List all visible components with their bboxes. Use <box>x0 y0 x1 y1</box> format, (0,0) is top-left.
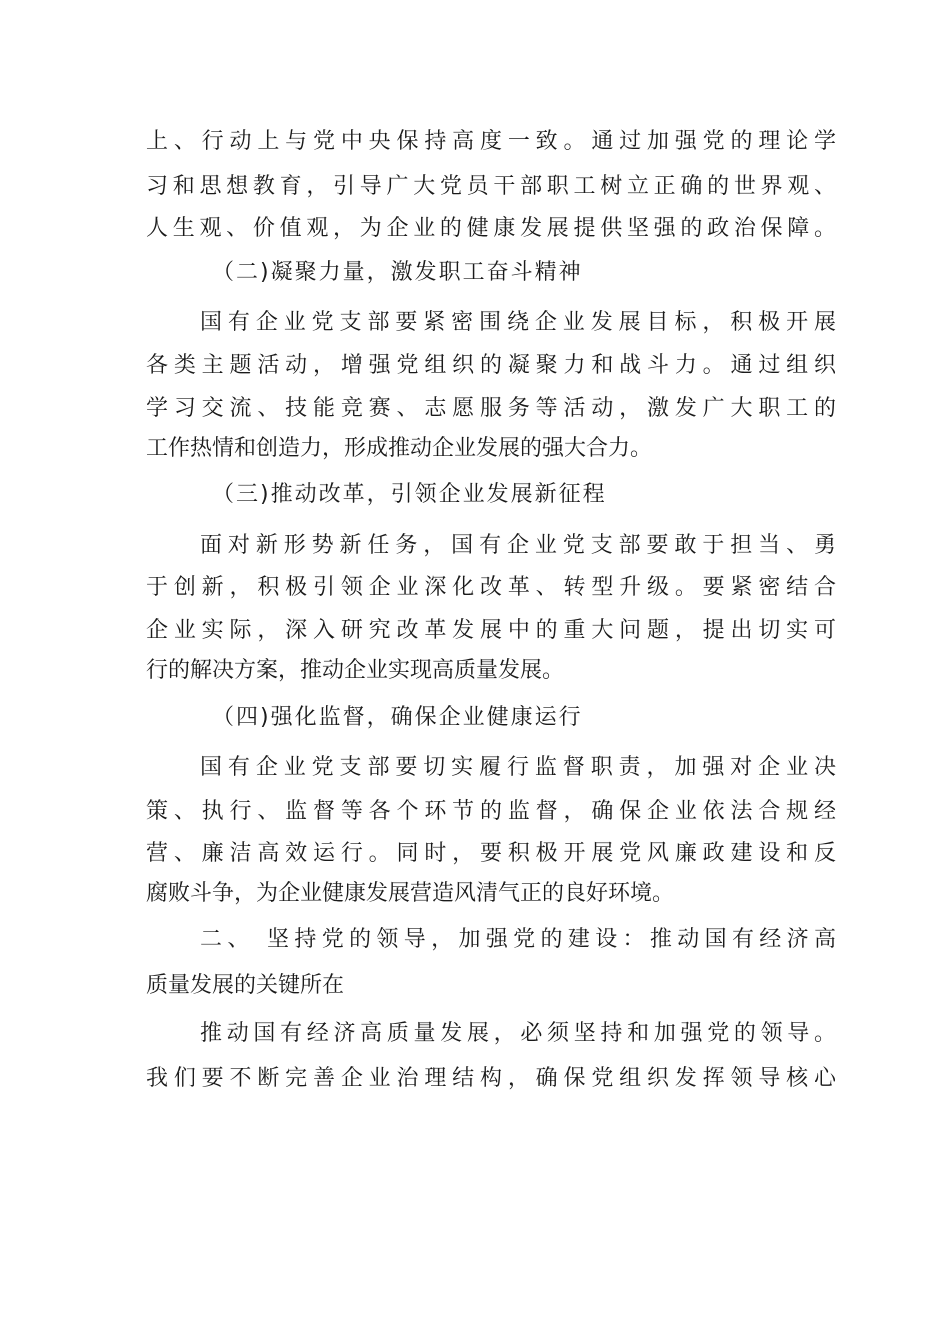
text-line: 国有企业党支部要切实履行监督职责，加强对企业决 <box>200 755 836 780</box>
section-heading-2: （二)凝聚力量，激发职工奋斗精神 <box>212 260 583 285</box>
text-line: 工作热情和创造力，形成推动企业发展的强大合力。 <box>146 436 653 461</box>
section-heading-3: （三)推动改革，引领企业发展新征程 <box>212 482 607 507</box>
text-line: 营、廉洁高效运行。同时，要积极开展党风廉政建设和反 <box>146 841 836 866</box>
section-heading-two-continued: 质量发展的关键所在 <box>146 973 345 998</box>
text-line: 于创新，积极引领企业深化改革、转型升级。要紧密结合 <box>146 575 836 600</box>
section-heading-4: （四)强化监督，确保企业健康运行 <box>212 705 583 730</box>
text-line: 策、执行、监督等各个环节的监督，确保企业依法合规经 <box>146 799 836 824</box>
text-line: 企业实际，深入研究改革发展中的重大问题，提出切实可 <box>146 618 836 643</box>
text-line: 人生观、价值观，为企业的健康发展提供坚强的政治保障。 <box>146 216 836 241</box>
text-line: 腐败斗争，为企业健康发展营造风清气正的良好环境。 <box>146 881 675 906</box>
section-heading-two: 二、 坚持党的领导，加强党的建设：推动国有经济高 <box>200 927 836 952</box>
text-line: 学习交流、技能竞赛、志愿服务等活动，激发广大职工的 <box>146 396 836 421</box>
text-line: 推动国有经济高质量发展，必须坚持和加强党的领导。 <box>200 1021 836 1046</box>
text-line: 面对新形势新任务，国有企业党支部要敢于担当、勇 <box>200 533 836 558</box>
text-line: 国有企业党支部要紧密围绕企业发展目标，积极开展 <box>200 310 836 335</box>
text-line: 我们要不断完善企业治理结构，确保党组织发挥领导核心 <box>146 1066 836 1091</box>
text-line: 行的解决方案，推动企业实现高质量发展。 <box>146 658 565 683</box>
text-line: 上、行动上与党中央保持高度一致。通过加强党的理论学 <box>146 129 836 154</box>
text-line: 习和思想教育，引导广大党员干部职工树立正确的世界观、 <box>146 174 836 199</box>
text-line: 各类主题活动，增强党组织的凝聚力和战斗力。通过组织 <box>146 353 836 378</box>
